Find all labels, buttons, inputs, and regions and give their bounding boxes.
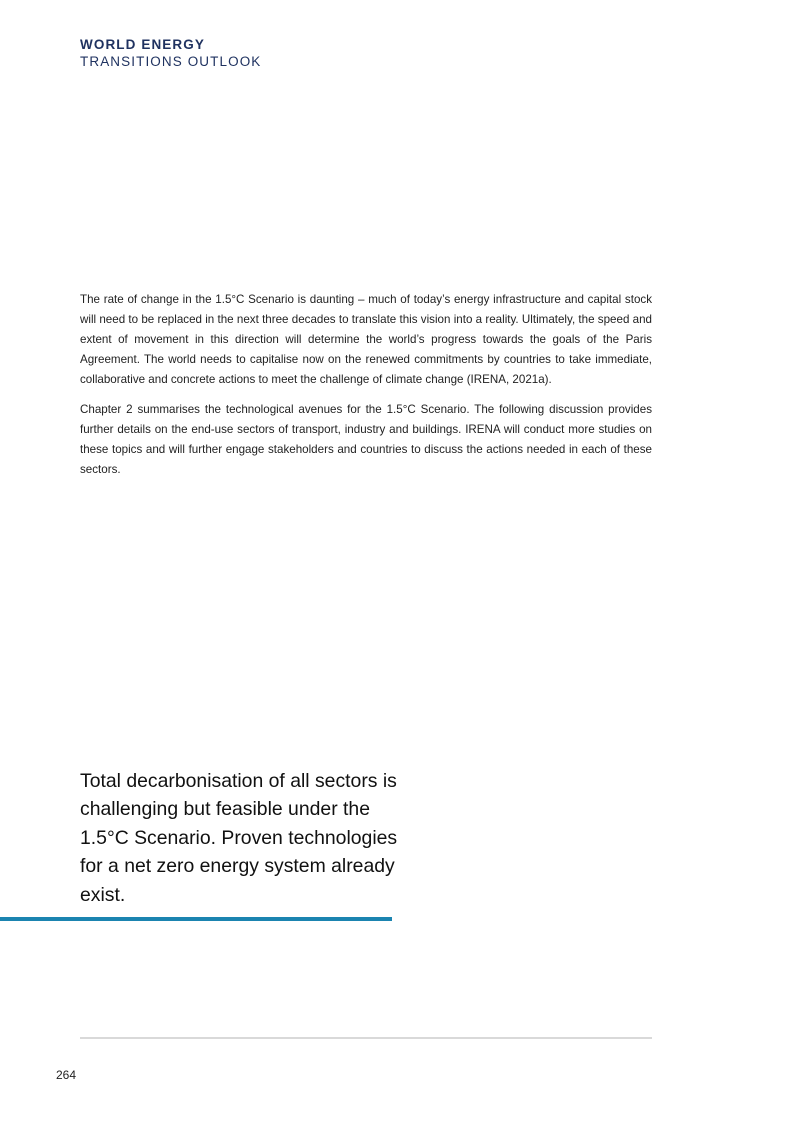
header-subtitle: TRANSITIONS OUTLOOK [80, 54, 262, 69]
pull-quote-accent-bar [0, 917, 392, 921]
running-header [80, 36, 261, 70]
page-number: 264 [56, 1068, 77, 1082]
paragraph-1: The rate of change in the 1.5°C Scenario is daunting – much of today’s energy infrastructure and capital stock will need to be replaced in the next three decades to translate this vision into a reality. Ultimately, the speed and extent of movement in this direction will determine the world’s progress towards the goals of the Paris Agreement. The world needs to capitalise now on the renewed commitments by countries to take immediate, collaborative and concrete actions to meet the challenge of climate change (IRENA, 2021a). [80, 293, 652, 386]
header-title: WORLD ENERGY [80, 37, 205, 52]
footer-divider [80, 1037, 652, 1039]
pull-quote: Total decarbonisation of all sectors is challenging but feasible under the 1.5°C Scenario. Proven technologies for a net zero energy system already exist. [80, 770, 398, 906]
body-text [80, 290, 652, 490]
paragraph-2: Chapter 2 summarises the technological avenues for the 1.5°C Scenario. The following discussion provides further details on the end-use sectors of transport, industry and buildings. IRENA will conduct more studies on these topics and will further engage stakeholders and countries to discuss the actions needed in each of these sectors. [80, 403, 652, 476]
